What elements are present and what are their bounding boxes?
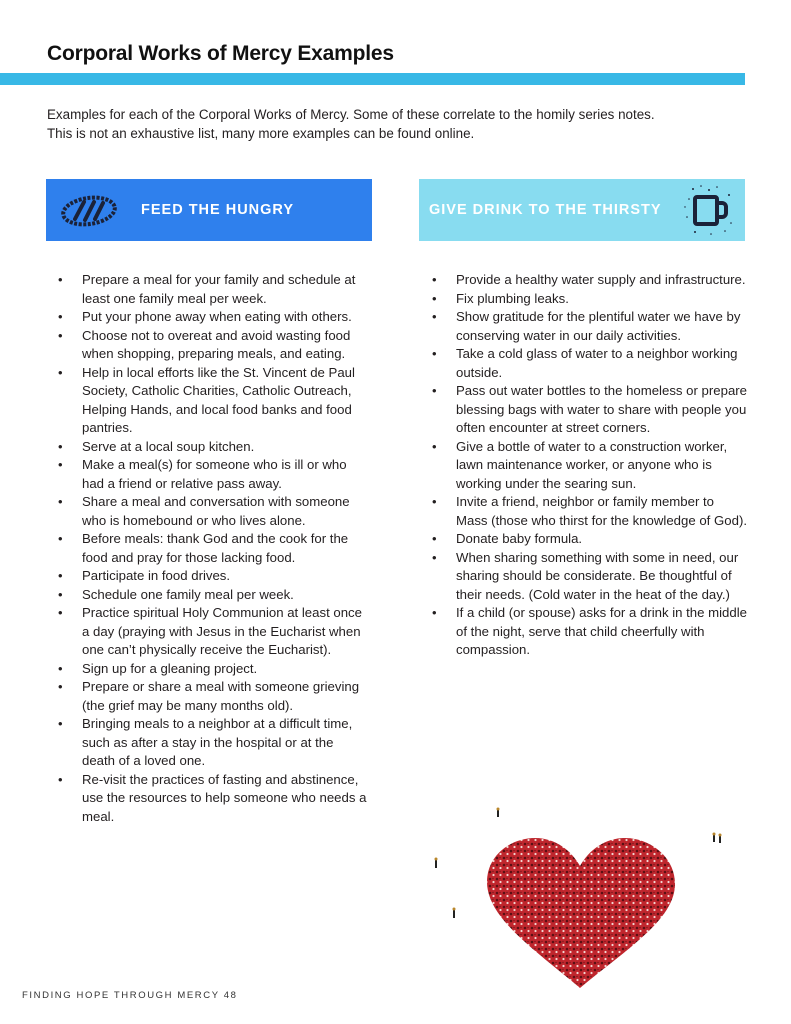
list-item: • Share a meal and conversation with someone who is homebound or who lives alone. <box>58 493 370 530</box>
list-item: • Serve at a local soup kitchen. <box>58 438 370 457</box>
feed-the-hungry-banner <box>46 179 372 241</box>
list-item: • Before meals: thank God and the cook for the food and pray for those lacking food. <box>58 530 370 567</box>
give-drink-title: GIVE DRINK TO THE THIRSTY <box>429 202 662 218</box>
list-item: • Prepare or share a meal with someone grieving (the grief may be many months old). <box>58 678 370 715</box>
title-rule <box>0 73 745 85</box>
feed-the-hungry-list <box>58 271 370 826</box>
list-item: • Re-visit the practices of fasting and abstinence, use the resources to help someone who needs a meal. <box>58 771 370 827</box>
list-item: • Help in local efforts like the St. Vincent de Paul Society, Catholic Charities, Catholic Outreach, Helping Hands, and local food banks and food pantries. <box>58 364 370 438</box>
intro-line: Examples for each of the Corporal Works of Mercy. Some of these correlate to the homily series notes. <box>47 107 655 122</box>
list-item: • Donate baby formula. <box>432 530 747 549</box>
give-drink-banner <box>419 179 745 241</box>
list-item: • Schedule one family meal per week. <box>58 586 370 605</box>
list-item: • Put your phone away when eating with others. <box>58 308 370 327</box>
list-item: • Take a cold glass of water to a neighbor working outside. <box>432 345 747 382</box>
mug-icon <box>681 183 737 237</box>
list-item: • Sign up for a gleaning project. <box>58 660 370 679</box>
list-item: • Provide a healthy water supply and infrastructure. <box>432 271 747 290</box>
list-item: • Invite a friend, neighbor or family member to Mass (those who thirst for the knowledge of God). <box>432 493 747 530</box>
list-item: • Choose not to overeat and avoid wasting food when shopping, preparing meals, and eating. <box>58 327 370 364</box>
list-item: • Pass out water bottles to the homeless or prepare blessing bags with water to share with people you often encounter at street corners. <box>432 382 747 438</box>
list-item: • Make a meal(s) for someone who is ill or who had a friend or relative pass away. <box>58 456 370 493</box>
list-item: • Fix plumbing leaks. <box>432 290 747 309</box>
bread-icon <box>58 192 120 230</box>
list-item: • When sharing something with some in need, our sharing should be considerate. Be thoughtful of their needs. (Cold water in the heat of the day.) <box>432 549 747 605</box>
intro-line: This is not an exhaustive list, many more examples can be found online. <box>47 125 475 141</box>
crowd-heart-icon <box>425 800 765 990</box>
list-item: • Give a bottle of water to a construction worker, lawn maintenance worker, or anyone who is working under the searing sun. <box>432 438 747 494</box>
page-title: Corporal Works of Mercy Examples <box>47 42 394 65</box>
give-drink-list <box>432 271 747 660</box>
list-item: • Prepare a meal for your family and schedule at least one family meal per week. <box>58 271 370 308</box>
list-item: • Bringing meals to a neighbor at a difficult time, such as after a stay in the hospital or at the death of a loved one. <box>58 715 370 771</box>
feed-the-hungry-title: FEED THE HUNGRY <box>141 202 295 218</box>
list-item: • Show gratitude for the plentiful water we have by conserving water in our daily activities. <box>432 308 747 345</box>
page-footer: FINDING HOPE THROUGH MERCY 48 <box>22 990 238 1001</box>
list-item: • Practice spiritual Holy Communion at least once a day (praying with Jesus in the Eucharist when one can’t physically receive the Eucharist). <box>58 604 370 660</box>
list-item: • Participate in food drives. <box>58 567 370 586</box>
list-item: • If a child (or spouse) asks for a drink in the middle of the night, serve that child cheerfully with compassion. <box>432 604 747 660</box>
intro-text <box>47 106 747 143</box>
